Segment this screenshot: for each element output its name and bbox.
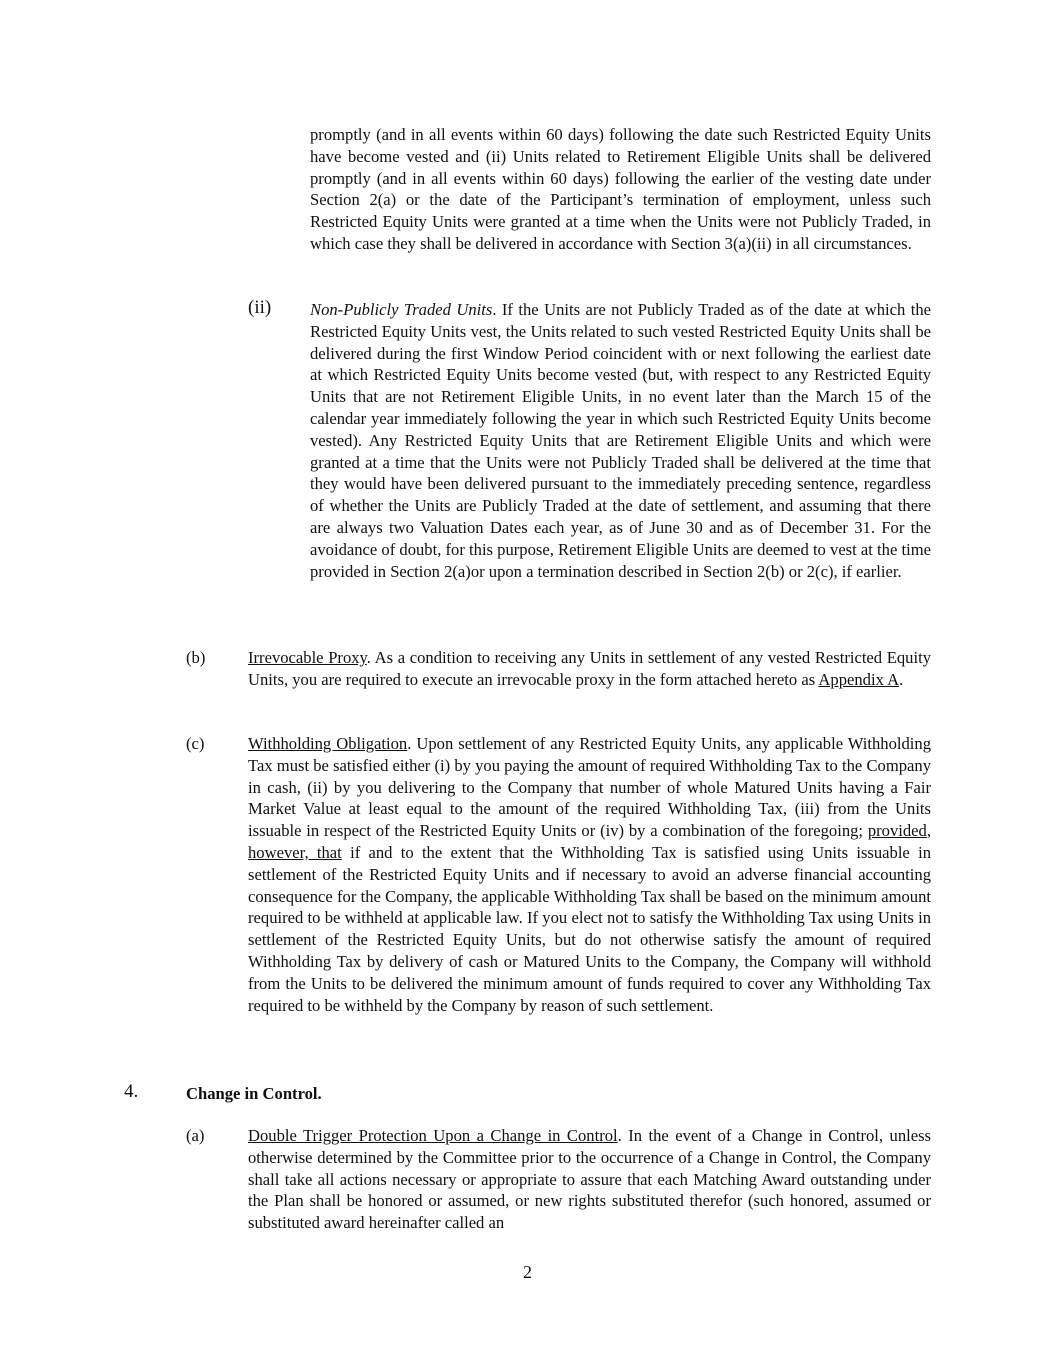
item-c-text-2: if and to the extent that the Withholding Tax is satisfied using Units issuable in settlement of the Restricted Equity Units and if necessary to avoid an adverse financial accounting consequence for the Company, the applicable Withholding Tax shall be based on the minimum amount required to be withheld at applicable law. If you elect not to satisfy the Withholding Tax using Units in settlement of the Restricted Equity Units, but do not otherwise satisfy the amount of required Withholding Tax by delivery of cash or Matured Units to the Company, the Company will withhold from the Units to be delivered the minimum amount of funds required to cover any Withholding Tax required to be withheld by the Company by reason of such settlement. xyxy=(248,842,931,1015)
item-b-paragraph xyxy=(248,647,931,691)
continuation-paragraph: promptly (and in all events within 60 days) following the date such Restricted Equity Units have become vested and (ii) Units related to Retirement Eligible Units shall be delivered promptly (and in all events within 60 days) following the earlier of the vesting date under Section 2(a) or the date of the Participant’s termination of employment, unless such Restricted Equity Units were granted at a time when the Units were not Publicly Traded, in which case they shall be delivered in accordance with Section 3(a)(ii) in all circumstances. xyxy=(310,125,931,253)
item-4a-label: (a) xyxy=(186,1126,205,1145)
item-4a-title: Double Trigger Protection Upon a Change in Control xyxy=(248,1126,618,1145)
item-ii-paragraph xyxy=(310,299,931,582)
appendix-a-reference: Appendix A xyxy=(818,669,900,689)
item-b-text: . As a condition to receiving any Units in settlement of any vested Restricted Equity Units, you are required to execute an irrevocable proxy in the form attached hereto as xyxy=(248,648,931,689)
item-ii-label: (ii) xyxy=(248,297,272,318)
item-4a-text: . In the event of a Change in Control, unless otherwise determined by the Committee prior to the occurrence of a Change in Control, the Company shall take all actions necessary or appropriate to assure that each Matching Award outstanding under the Plan shall be honored or assumed, or new rights substituted therefor (such honored, assumed or substituted award hereinafter called an xyxy=(248,1126,932,1233)
item-ii-title: Non-Publicly Traded Units xyxy=(310,300,493,319)
item-c-label: (c) xyxy=(186,734,205,753)
item-4a-paragraph xyxy=(248,1125,931,1234)
item-b-title: Irrevocable Proxy xyxy=(248,648,367,667)
item-b-end: . xyxy=(899,669,904,689)
item-b-label: (b) xyxy=(186,648,206,667)
section-4-heading: Change in Control. xyxy=(186,1084,322,1103)
item-ii-text: . If the Units are not Publicly Traded as of the date at which the Restricted Equity Units vest, the Units related to such vested Restricted Equity Units shall be delivered during the first Window Period coincident with or next following the earliest date at which Restricted Equity Units become vested (but, with respect to any Restricted Equity Units that are not Retirement Eligible Units, in no event later than the March 15 of the calendar year immediately following the year in which such Restricted Equity Units become vested). Any Restricted Equity Units that are Retirement Eligible Units and which were granted at a time that the Units were not Publicly Traded shall be delivered at the time that they would have been delivered pursuant to the immediately preceding sentence, regardless of whether the Units are Publicly Traded at the date of settlement, and assuming that there are always two Valuation Dates each year, as of June 30 and as of December 31. For the avoidance of doubt, for this purpose, Retirement Eligible Units are deemed to vest at the time provided in Section 2(a)or upon a termination described in Section 2(b) or 2(c), if earlier. xyxy=(310,300,931,581)
provided-term: provided xyxy=(867,821,927,841)
item-c-title: Withholding Obligation xyxy=(248,734,408,753)
provided-comma: , xyxy=(926,821,931,841)
item-c-text-1: . Upon settlement of any Restricted Equity Units, any applicable Withholding Tax must be satisfied either (i) by you paying the amount of required Withholding Tax to the Company in cash, (ii) by you delivering to the Company that number of whole Matured Units having a Fair Market Value at least equal to the amount of the required Withholding Tax, (iii) from the Units issuable in respect of the Restricted Equity Units or (iv) by a combination of the foregoing; xyxy=(248,734,931,841)
however-term: however, that xyxy=(248,842,342,862)
item-c-paragraph xyxy=(248,733,931,1016)
section-4-number: 4. xyxy=(124,1081,139,1102)
page-number: 2 xyxy=(523,1262,532,1282)
